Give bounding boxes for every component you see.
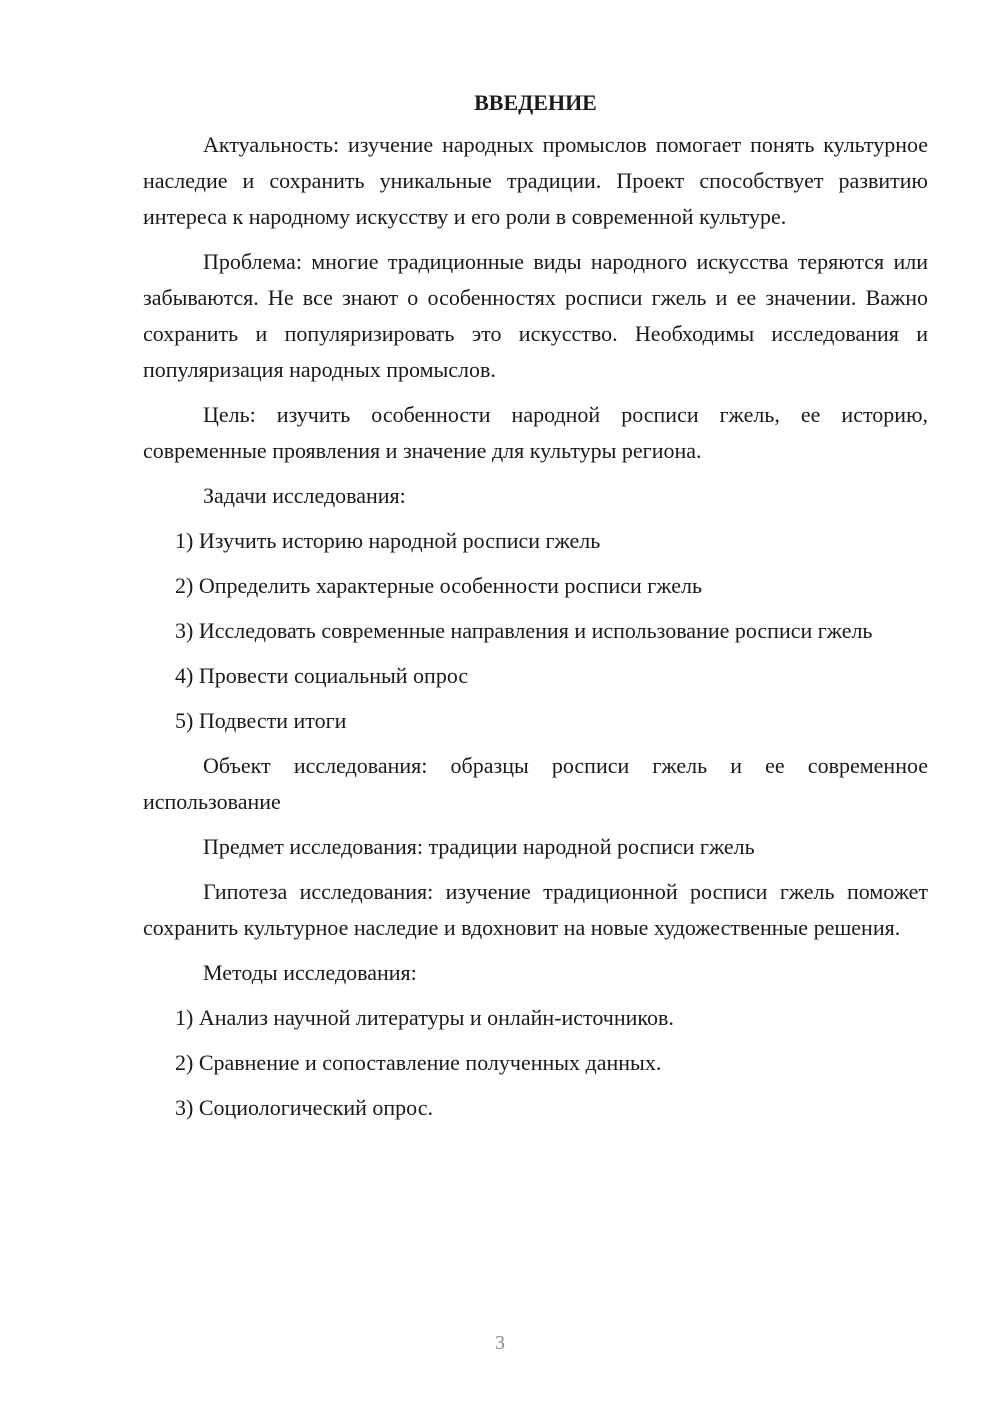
tasks-heading: Задачи исследования: — [203, 483, 406, 508]
section-title: ВВЕДЕНИЕ — [474, 90, 597, 115]
goal-paragraph: Цель: изучить особенности народной росписи гжель, ее историю, современные проявления и значение для культуры региона. — [143, 402, 928, 463]
method-item: 3) Социологический опрос. — [175, 1095, 433, 1120]
hypothesis-paragraph: Гипотеза исследования: изучение традиционной росписи гжель поможет сохранить культурное наследие и вдохновит на новые художественные решения. — [143, 879, 928, 940]
task-item: 1) Изучить историю народной росписи гжель — [175, 528, 601, 553]
problem-paragraph: Проблема: многие традиционные виды народного искусства теряются или забываются. Не все знают о особенностях росписи гжель и ее значении. Важно сохранить и популяризировать это искусство. Необходимы исследования и популяризация народных промыслов. — [143, 249, 928, 382]
task-item: 2) Определить характерные особенности росписи гжель — [175, 573, 702, 598]
object-paragraph: Объект исследования: образцы росписи гжель и ее современное использование — [143, 753, 928, 814]
task-item: 3) Исследовать современные направления и использование росписи гжель — [175, 618, 873, 643]
subject-paragraph: Предмет исследования: традиции народной росписи гжель — [203, 834, 755, 859]
task-item: 5) Подвести итоги — [175, 708, 347, 733]
method-item: 1) Анализ научной литературы и онлайн-источников. — [175, 1005, 674, 1030]
task-item: 4) Провести социальный опрос — [175, 663, 469, 688]
page-number: 3 — [495, 1332, 505, 1354]
method-item: 2) Сравнение и сопоставление полученных данных. — [175, 1050, 662, 1075]
relevance-paragraph: Актуальность: изучение народных промыслов помогает понять культурное наследие и сохранить уникальные традиции. Проект способствует развитию интереса к народному искусству и его роли в современной культуре. — [143, 132, 928, 229]
document-page — [143, 88, 928, 1135]
methods-heading: Методы исследования: — [203, 960, 417, 985]
